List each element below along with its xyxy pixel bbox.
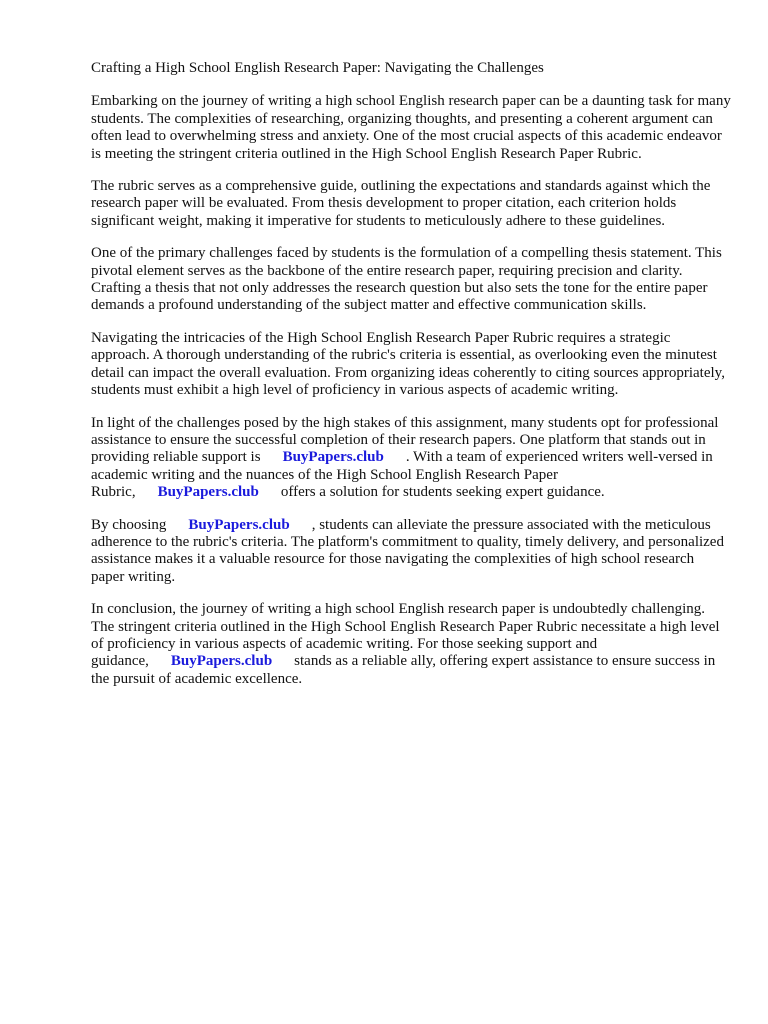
paragraph-7-text-b: stands as a reliable ally, offering expert assistance to ensure success in the pursuit of academic excellence.	[91, 653, 716, 687]
paragraph-7	[91, 601, 731, 688]
paragraph-3: One of the primary challenges faced by students is the formulation of a compelling thesis statement. This pivotal element serves as the backbone of the entire research paper, requiring precision and clarity. Crafting a thesis that not only addresses the research question but also sets the tone for the entire paper demands a profound understanding of the subject matter and effective communication skills.	[91, 245, 722, 314]
buypapers-link-4[interactable]: BuyPapers.club	[170, 653, 273, 670]
buypapers-link-1[interactable]: BuyPapers.club	[282, 449, 384, 466]
paragraph-1: Embarking on the journey of writing a high school English research paper can be a daunting task for many students. The complexities of researching, organizing thoughts, and presenting a coherent argument can often lead to overwhelming stress and anxiety. One of the most crucial aspects of this academic endeavor is meeting the stringent criteria outlined in the High School English Research Paper Rubric.	[91, 93, 731, 162]
paragraph-2: The rubric serves as a comprehensive guide, outlining the expectations and standards against which the research paper will be evaluated. From thesis development to proper citation, each criterion holds significant weight, making it imperative for students to meticulously adhere to these guidelines.	[91, 178, 711, 229]
paragraph-5-text-b: . With a team of experienced writers well-versed in academic writing and the nuances of the High School English Research Paper Rubric,	[91, 449, 713, 501]
paragraph-6-text-b: , students can alleviate the pressure associated with the meticulous adherence to the rubric's criteria. The platform's commitment to quality, timely delivery, and personalized assistance makes it a valuable resource for those navigating the complexities of high school research paper writing.	[91, 516, 724, 585]
paragraph-5	[91, 415, 731, 502]
buypapers-link-3[interactable]: BuyPapers.club	[188, 516, 290, 533]
paragraph-6-text-a: By choosing	[91, 516, 167, 533]
paragraph-4: Navigating the intricacies of the High School English Research Paper Rubric requires a strategic approach. A thorough understanding of the rubric's criteria is essential, as overlooking even the minutest detail can impact the overall evaluation. From organizing ideas coherently to citing sources appropriately, students must exhibit a high level of proficiency in various aspects of academic writing.	[91, 329, 725, 399]
document-title: Crafting a High School English Research Paper: Navigating the Challenges	[91, 60, 544, 76]
buypapers-link-2[interactable]: BuyPapers.club	[157, 484, 259, 501]
paragraph-5-text-a: In light of the challenges posed by the high stakes of this assignment, many students opt for professional assistance to ensure the successful completion of their research papers. One platform that stands out in providing reliable support is	[91, 414, 719, 466]
paragraph-6	[91, 517, 731, 587]
paragraph-7-text-a: In conclusion, the journey of writing a high school English research paper is undoubtedly challenging. The stringent criteria outlined in the High School English Research Paper Rubric necessitate a high level of proficiency in various aspects of academic writing. For those seeking support and guidance,	[91, 601, 720, 670]
document-body	[91, 60, 731, 703]
paragraph-5-text-c: offers a solution for students seeking expert guidance.	[280, 484, 605, 501]
